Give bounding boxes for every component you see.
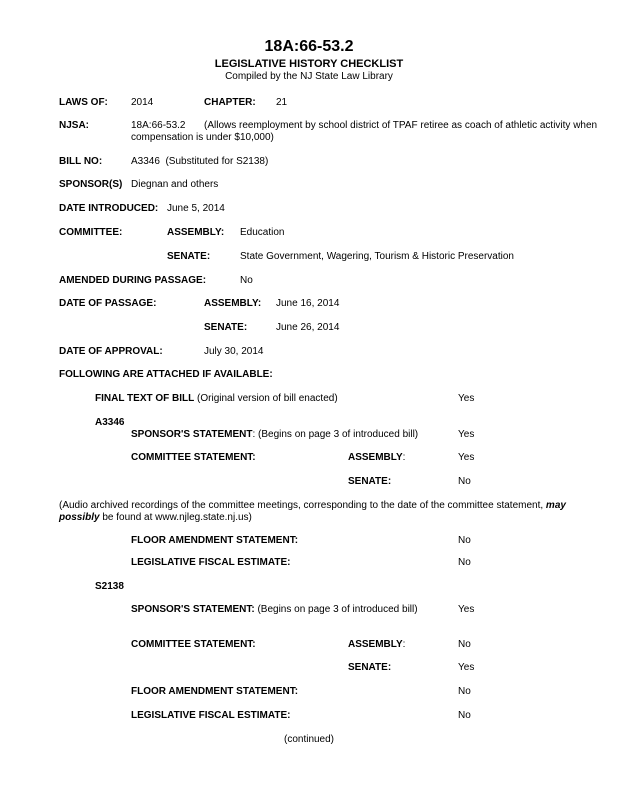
a3346-floor-label: FLOOR AMENDMENT STATEMENT: bbox=[131, 535, 299, 546]
s2138-sponsor-note: (Begins on page 3 of introduced bill) bbox=[254, 604, 418, 615]
s2138-fiscal-value: No bbox=[458, 710, 471, 721]
compiled-by: Compiled by the NJ State Law Library bbox=[225, 71, 393, 82]
a3346-senate-value: No bbox=[458, 476, 471, 487]
sponsors-label: SPONSOR(S) bbox=[59, 179, 123, 190]
passage-senate-value: June 26, 2014 bbox=[276, 322, 340, 333]
a3346-fiscal-value: No bbox=[458, 557, 471, 568]
committee-assembly-label: ASSEMBLY: bbox=[167, 227, 225, 238]
final-text-value: Yes bbox=[458, 393, 475, 404]
s2138-fiscal-label: LEGISLATIVE FISCAL ESTIMATE: bbox=[131, 710, 291, 721]
a3346-assembly-value: Yes bbox=[458, 452, 475, 463]
a3346-fiscal-label: LEGISLATIVE FISCAL ESTIMATE: bbox=[131, 557, 291, 568]
audio-note-emphasis: may possibly bbox=[59, 500, 566, 523]
committee-label: COMMITTEE: bbox=[59, 227, 123, 238]
laws-of-value: 2014 bbox=[131, 97, 154, 108]
attached-heading: FOLLOWING ARE ATTACHED IF AVAILABLE: bbox=[59, 369, 273, 380]
a3346-assembly-line bbox=[348, 452, 405, 464]
s2138-assembly-value: No bbox=[458, 639, 471, 650]
a3346-assembly-label: ASSEMBLY bbox=[348, 452, 403, 463]
a3346-label: A3346 bbox=[95, 417, 125, 428]
passage-label: DATE OF PASSAGE: bbox=[59, 298, 157, 309]
approval-label: DATE OF APPROVAL: bbox=[59, 346, 163, 357]
passage-senate-label: SENATE: bbox=[204, 322, 248, 333]
committee-senate-label: SENATE: bbox=[167, 251, 211, 262]
njsa-description: (Allows reemployment by school district of TPAF retiree as coach of athletic activity when compensation is under $10,000) bbox=[131, 120, 598, 143]
njsa-label: NJSA: bbox=[59, 120, 90, 131]
laws-of-label: LAWS OF: bbox=[59, 97, 108, 108]
s2138-committee-label: COMMITTEE STATEMENT: bbox=[131, 639, 256, 650]
amended-value: No bbox=[240, 275, 253, 286]
committee-senate-value: State Government, Wagering, Tourism & Historic Preservation bbox=[240, 251, 514, 262]
s2138-assembly-line bbox=[348, 639, 405, 651]
date-introduced-label: DATE INTRODUCED: bbox=[59, 203, 159, 214]
s2138-label: S2138 bbox=[95, 581, 124, 592]
passage-assembly-label: ASSEMBLY: bbox=[204, 298, 262, 309]
sponsors-value: Diegnan and others bbox=[131, 179, 219, 190]
passage-assembly-value: June 16, 2014 bbox=[276, 298, 340, 309]
citation-title: 18A:66-53.2 bbox=[264, 38, 354, 55]
a3346-assembly-colon: : bbox=[402, 452, 406, 463]
s2138-sponsor-value: Yes bbox=[458, 604, 475, 615]
final-text-line bbox=[95, 393, 338, 405]
s2138-senate-label: SENATE: bbox=[348, 662, 392, 673]
chapter-label: CHAPTER: bbox=[204, 97, 256, 108]
audio-note-text-a: (Audio archived recordings of the committee meetings, corresponding to the date of the committee statement, bbox=[59, 500, 546, 511]
amended-label: AMENDED DURING PASSAGE: bbox=[59, 275, 207, 286]
s2138-floor-value: No bbox=[458, 686, 471, 697]
s2138-sponsor-label: SPONSOR'S STATEMENT: bbox=[131, 604, 255, 615]
continued-footer: (continued) bbox=[283, 734, 335, 745]
s2138-sponsor-line bbox=[131, 604, 418, 616]
a3346-sponsor-label: SPONSOR'S STATEMENT bbox=[131, 429, 253, 440]
bill-no-value: A3346 (Substituted for S2138) bbox=[131, 156, 269, 167]
a3346-senate-label: SENATE: bbox=[348, 476, 392, 487]
committee-assembly-value: Education bbox=[240, 227, 285, 238]
s2138-assembly-colon: : bbox=[402, 639, 406, 650]
a3346-sponsor-note: : (Begins on page 3 of introduced bill) bbox=[252, 429, 419, 440]
approval-value: July 30, 2014 bbox=[204, 346, 264, 357]
audio-note bbox=[59, 500, 604, 524]
a3346-sponsor-line bbox=[131, 429, 418, 441]
a3346-floor-value: No bbox=[458, 535, 471, 546]
final-text-note: (Original version of bill enacted) bbox=[194, 393, 338, 404]
s2138-senate-value: Yes bbox=[458, 662, 475, 673]
date-introduced-value: June 5, 2014 bbox=[167, 203, 225, 214]
s2138-floor-label: FLOOR AMENDMENT STATEMENT: bbox=[131, 686, 299, 697]
njsa-value: 18A:66-53.2 bbox=[131, 120, 186, 131]
bill-no-label: BILL NO: bbox=[59, 156, 103, 167]
a3346-sponsor-value: Yes bbox=[458, 429, 475, 440]
checklist-title: LEGISLATIVE HISTORY CHECKLIST bbox=[214, 58, 404, 70]
final-text-label: FINAL TEXT OF BILL bbox=[95, 393, 195, 404]
s2138-assembly-label: ASSEMBLY bbox=[348, 639, 403, 650]
chapter-value: 21 bbox=[276, 97, 288, 108]
audio-note-text-b: be found at www.njleg.state.nj.us) bbox=[99, 512, 252, 523]
a3346-committee-label: COMMITTEE STATEMENT: bbox=[131, 452, 256, 463]
